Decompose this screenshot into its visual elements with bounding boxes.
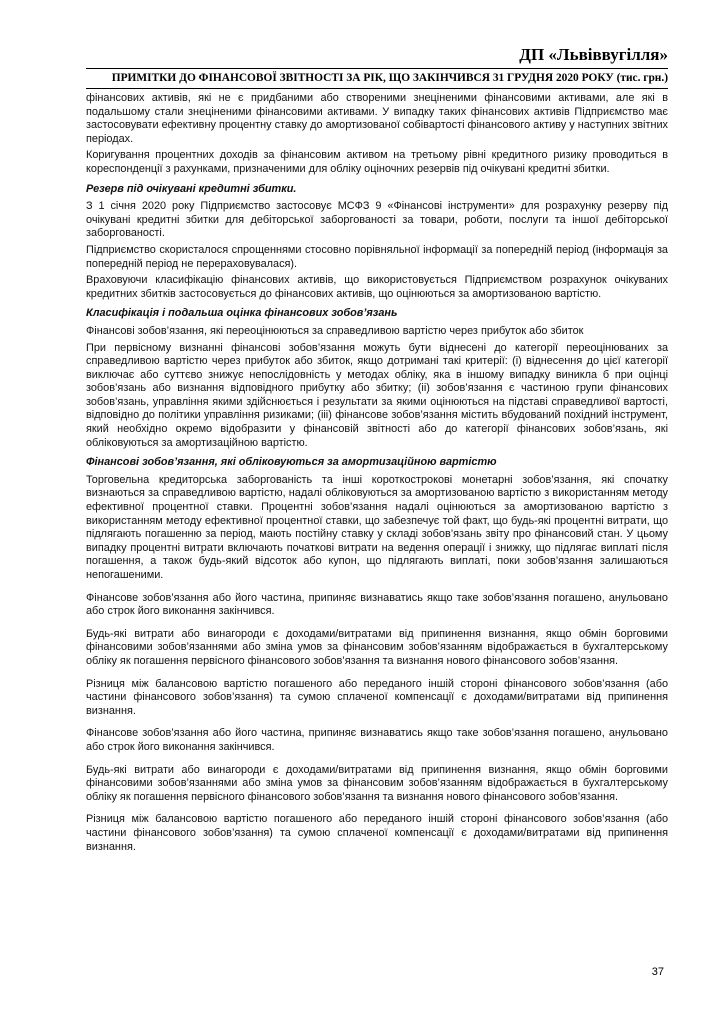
paragraph: Підприємство скористалося спрощеннями стосовно порівняльної інформації за попередній період (інформація за попередній період не перераховувалася). [86, 243, 668, 270]
section-heading-classification: Класифікація і подальша оцінка фінансових зобов’язань [86, 307, 398, 320]
paragraph: Різниця між балансовою вартістю погашеного або переданого іншій стороні фінансового зобов’язання (або частини фінансового зобов’язання) та сумою сплаченої компенсації є доходами/витратами від припинення визнання. [86, 677, 668, 717]
paragraph: Фінансове зобов’язання або його частина, припиняє визнаватись якщо таке зобов’язання погашено, анульовано або строк його виконання закінчився. [86, 591, 668, 618]
paragraph: Торговельна кредиторська заборгованість та інші короткострокові монетарні зобов’язання, які спочатку визнаються за справедливою вартістю, надалі обліковуються за амортизованою вартістю з використанням методу ефективної процентної ставки. Процентні зобов’язання надалі оцінюються за амортизованою вартістю з використанням методу ефективної процентної ставки, що забезпечує той факт, що будь-які процентні витрати, що підлягають погашенню за період, мають постійну ставку у складі зобов’язань звіту про фінансовий стан. У цьому випадку процентні витрати включають початкові витрати на ведення операції і знижку, що підлягає виплаті після погашення, а також будь-який відсоток або купон, що підлягають виплаті, поки зобов’язання залишаються непогашеними. [86, 473, 668, 581]
paragraph: При первісному визнанні фінансові зобов’язання можуть бути віднесені до категорії переоцінюваних за справедливою вартістю через прибуток або збиток, якщо дотримані такі критерії: (i) віднесення до цієї категорії виключає або суттєво знижує непослідовність у методах обліку, яка в іншому випадку виникла б при оцінці зобов’язань або визнання відповідного прибутку або збитку; (ii) зобов’язання є частиною групи фінансових зобов’язань, управління якими здійснюється і результати за якими оцінюються на підставі справедливої вартості, відповідно до політики управління ризиками; (iii) фінансове зобов’язання містить вбудований похідний інструмент, який необхідно окремо відобразити у фінансовій звітності або до категорії фінансових зобов’язань, які обліковуються за амортизаційною вартістю. [86, 341, 668, 449]
paragraph: Фінансове зобов’язання або його частина, припиняє визнаватись якщо таке зобов’язання погашено, анульовано або строк його виконання закінчився. [86, 727, 668, 753]
paragraph: фінансових активів, які не є придбаними або створеними знеціненими фінансовими активами, але які в подальшому стали знеціненими фінансовими активами. У випадку таких фінансових активів Підприємство має застосовувати ефективну процентну ставку до амортизованої собівартості фінансового активу у наступних звітних періодах. [86, 92, 668, 145]
section-heading-reserve: Резерв під очікувані кредитні збитки. [86, 182, 297, 195]
paragraph: Будь-які витрати або винагороди є доходами/витратами від припинення визнання, якщо обмін борговими фінансовими зобов’язаннями або зміна умов за фінансовим зобов’язанням відображається в бухгалтерському обліку як погашення первісного фінансового зобов’язання та визнання нового фінансового зобов’язання. [86, 763, 668, 803]
section-heading-amortized: Фінансові зобов’язання, які обліковуються за амортизаційною вартістю [86, 456, 497, 469]
page-number: 37 [651, 966, 664, 978]
paragraph: Фінансові зобов’язання, які переоцінюються за справедливою вартістю через прибуток або збиток [86, 324, 584, 337]
paragraph: Коригування процентних доходів за фінансовим активом на третьому рівні кредитного ризику проводиться в кореспонденції з рахунками, призначеними для обліку оціночних резервів під очікувані кредитні збитки. [86, 149, 668, 175]
paragraph: Будь-які витрати або винагороди є доходами/витратами від припинення визнання, якщо обмін борговими фінансовими зобов’язаннями або зміна умов за фінансовим зобов’язанням відображається в бухгалтерському обліку як погашення первісного фінансового зобов’язання та визнання нового фінансового зобов’язання. [86, 627, 668, 667]
document-body [86, 92, 668, 854]
paragraph: Різниця між балансовою вартістю погашеного або переданого іншій стороні фінансового зобов’язання (або частини фінансового зобов’язання) та сумою сплаченої компенсації є доходами/витратами від припинення визнання. [86, 813, 668, 853]
company-title: ДП «Львіввугілля» [519, 45, 668, 64]
paragraph: З 1 січня 2020 року Підприємство застосовує МСФЗ 9 «Фінансові інструменти» для розрахунку резерву під очікувані кредитні збитки для дебіторської заборгованості за товари, роботи, послуги та іншої дебіторської заборгованості. [86, 200, 668, 240]
document-subtitle: ПРИМІТКИ ДО ФІНАНСОВОЇ ЗВІТНОСТІ ЗА РІК, ЩО ЗАКІНЧИВСЯ 31 ГРУДНЯ 2020 РОКУ (тис. грн.) [86, 68, 668, 89]
paragraph: Враховуючи класифікацію фінансових активів, що використовується Підприємством розрахунок очікуваних кредитних збитків застосовується до фінансових активів, що оцінюються за амортизованою вартістю. [86, 274, 668, 300]
